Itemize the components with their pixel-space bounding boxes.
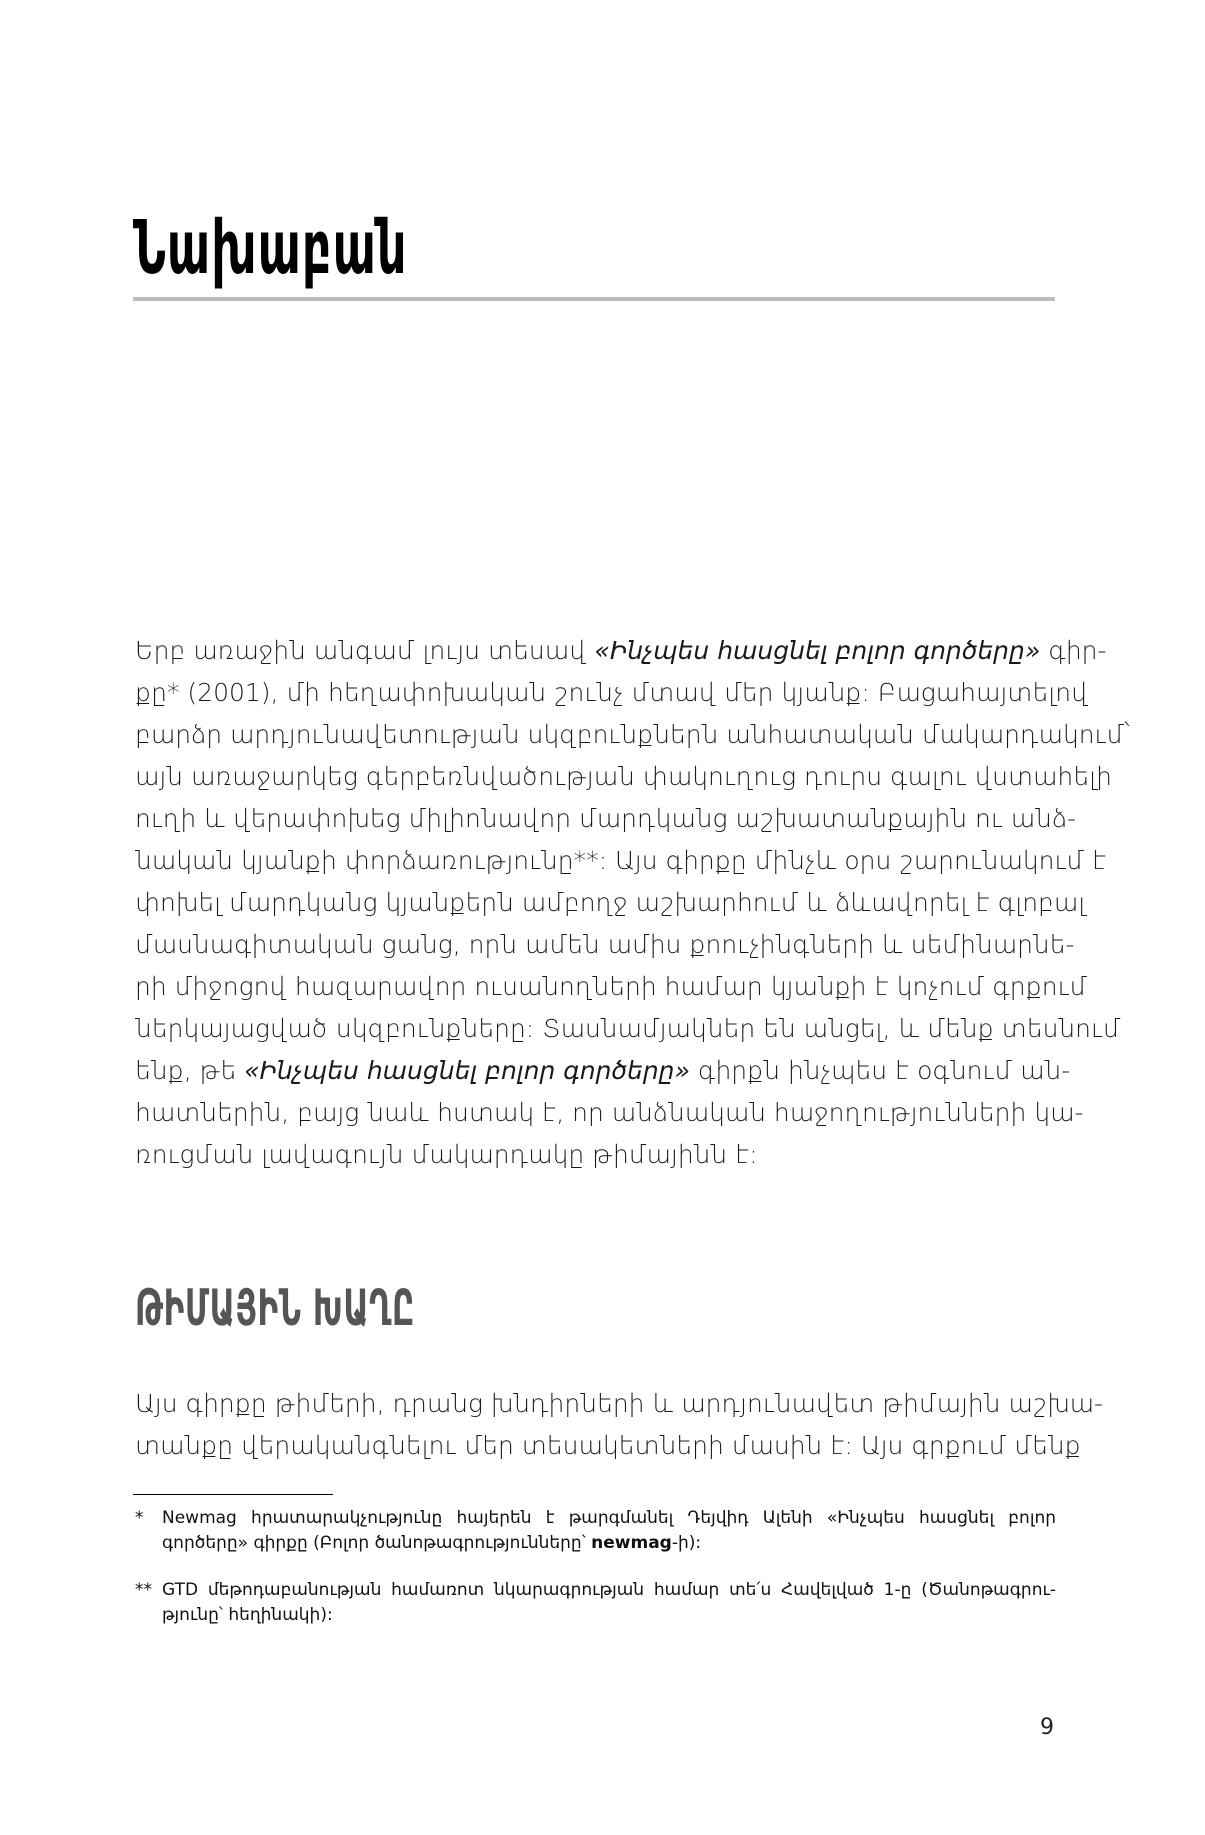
page-number: 9 (1040, 1715, 1054, 1740)
footnote-1 (135, 1506, 1056, 1556)
book-title-italic: «Ինչպես հասցնել բոլոր գործերը» (244, 1056, 690, 1085)
footnote-line: GTD մեթոդաբանության համառոտ նկարագրության համար տե՛ս Հավելված 1-ը (Ծանոթագրու- (162, 1580, 1056, 1600)
footnote-line: Newmag հրատարակչությունը հայերեն է թարգմանել Դեյվիդ Ալենի «Ինչպես հասցնել բոլոր (162, 1508, 1056, 1528)
footnote-2 (135, 1578, 1056, 1628)
paragraph-line: քը* (2001), մի հեղափոխական շունչ մտավ մեր կյանք: Բացահայտելով (135, 678, 1089, 707)
paragraph-line (135, 630, 1107, 672)
paragraph-line: բարձր արդյունավետության սկզբունքներն անհատական մակարդակում՝ (135, 720, 1130, 749)
intro-paragraph (135, 630, 1130, 1176)
paragraph-line: մասնագիտական ցանց, որն ամեն ամիս քոուչինգների և սեմինարնե- (135, 930, 1075, 959)
paragraph-line: ներկայացված սկզբունքները: Տասնամյակներ են անցել, և մենք տեսնում (135, 1014, 1121, 1043)
text-run: գիրքն ինչպես է օգնում ան- (689, 1056, 1071, 1085)
footnote-line (162, 1531, 1056, 1556)
footnote-marker: * (135, 1508, 144, 1528)
footnote-separator (133, 1494, 333, 1495)
footnote-line: թյունը՝ հեղինակի): (162, 1605, 333, 1625)
paragraph-line: այն առաջարկեց գերբեռնվածության փակուղուց դուրս գալու վստահելի (135, 762, 1112, 791)
paragraph-line: հատներին, բայց նաև հստակ է, որ անձնական հաջողությունների կա- (135, 1098, 1084, 1127)
paragraph-line: Այս գիրքը թիմերի, դրանց խնդիրների և արդյունավետ թիմային աշխա- (135, 1389, 1103, 1418)
section-heading: ԹԻՄԱՅԻՆ ԽԱՂԸ (135, 1279, 415, 1337)
text-run: գիր- (1040, 636, 1107, 665)
footnote-marker: ** (135, 1580, 152, 1600)
title-underline-rule (133, 297, 1055, 301)
text-run: -ի): (671, 1533, 702, 1553)
paragraph-line: ռուցման լավագույն մակարդակը թիմայինն է: (135, 1140, 758, 1169)
text-run: գործերը» գիրքը (Բոլոր ծանոթագրությունները՝ (162, 1533, 592, 1553)
paragraph-line: ուղի և վերափոխեց միլիոնավոր մարդկանց աշխատանքային ու անձ- (135, 804, 1077, 833)
paragraph-line: րի միջոցով հազարավոր ուսանողների համար կյանքի է կոչում գրքում (135, 972, 1088, 1001)
section-paragraph (135, 1383, 1103, 1467)
chapter-title: Նախաբան (133, 205, 408, 291)
publisher-name-bold: newmag (591, 1533, 672, 1553)
text-run: ենք, թե (135, 1056, 245, 1085)
paragraph-line: տանքը վերականգնելու մեր տեսակետների մասին է: Այս գրքում մենք (135, 1431, 1081, 1460)
footnote-body (162, 1506, 1056, 1556)
text-run: Երբ առաջին անգամ լույս տեսավ (135, 636, 595, 665)
paragraph-line (135, 1050, 1071, 1092)
paragraph-line: նական կյանքի փորձառությունը**: Այս գիրքը մինչև օրս շարունակում է (135, 846, 1107, 875)
book-title-italic: «Ինչպես հասցնել բոլոր գործերը» (594, 636, 1041, 665)
paragraph-line: փոխել մարդկանց կյանքերն ամբողջ աշխարհում և ձևավորել է գլոբալ (135, 888, 1086, 917)
footnote-body (162, 1578, 1056, 1628)
